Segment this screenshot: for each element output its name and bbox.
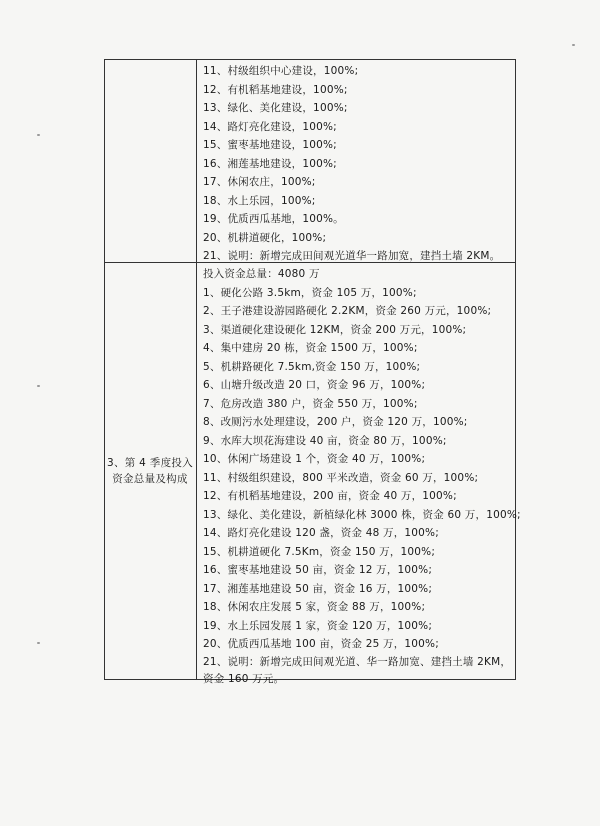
list-item: 11、村级组织中心建设，100%; (203, 65, 359, 77)
list-item: 14、路灯亮化建设，100%; (203, 120, 337, 133)
scan-speck (37, 385, 40, 387)
list-item: 8、改厕污水处理建设，200 户，资金 120 万，100%; (203, 416, 468, 428)
list-item: 16、湘莲基地建设，100%; (203, 157, 337, 170)
list-item: 19、优质西瓜基地，100%。 (203, 213, 344, 225)
list-item: 10、休闲广场建设 1 个，资金 40 万，100%; (203, 453, 426, 465)
list-item: 12、有机稻基地建设，200 亩，资金 40 万，100%; (203, 490, 457, 502)
list-item: 17、湘莲基地建设 50 亩，资金 16 万，100%; (203, 582, 433, 595)
list-item: 12、有机稻基地建设，100%; (203, 83, 348, 96)
scan-speck (37, 134, 40, 136)
list-item: 18、水上乐园，100%; (203, 194, 316, 207)
scan-speck (572, 44, 575, 46)
list-item: 13、绿化、美化建设，100%; (203, 102, 348, 114)
list-item: 投入资金总量：4080 万 (203, 268, 320, 280)
row2-label: 3、第 4 季度投入资金总量及构成 (106, 457, 194, 485)
list-item: 15、蜜枣基地建设，100%; (203, 139, 337, 151)
list-item: 15、机耕道硬化 7.5Km，资金 150 万，100%; (203, 545, 436, 558)
list-item: 14、路灯亮化建设 120 盏，资金 48 万，100%; (203, 527, 439, 539)
list-item: 5、机耕路硬化 7.5km,资金 150 万，100%; (203, 360, 421, 373)
list-item: 6、山塘升级改造 20 口，资金 96 万，100%; (203, 379, 426, 391)
list-item: 7、危房改造 380 户，资金 550 万，100%; (203, 397, 418, 410)
list-item: 11、村级组织建设，800 平米改造，资金 60 万，100%; (203, 471, 479, 484)
list-item: 21、说明：新增完成田间观光道、华一路加宽、建挡土墙 2KM，资金 160 万元。 (203, 655, 512, 685)
list-item: 9、水库大坝花海建设 40 亩，资金 80 万，100%; (203, 434, 447, 447)
row1-item-list (203, 62, 515, 266)
list-item: 13、绿化、美化建设，新植绿化林 3000 株，资金 60 万，100%; (203, 508, 521, 521)
list-item: 2、王子港建设游园路硬化 2.2KM，资金 260 万元，100%; (203, 305, 492, 317)
row2-item-list (203, 265, 521, 688)
list-item: 4、集中建房 20 栋，资金 1500 万，100%; (203, 342, 418, 354)
list-item: 17、休闲农庄，100%; (203, 176, 316, 188)
list-item: 3、渠道硬化建设硬化 12KM，资金 200 万元，100%; (203, 323, 467, 336)
list-item: 16、蜜枣基地建设 50 亩，资金 12 万，100%; (203, 564, 433, 576)
list-item: 20、优质西瓜基地 100 亩，资金 25 万，100%; (203, 638, 439, 650)
scan-speck (37, 642, 40, 644)
list-item: 1、硬化公路 3.5km，资金 105 万，100%; (203, 286, 417, 299)
list-item: 18、休闲农庄发展 5 家，资金 88 万，100%; (203, 601, 426, 613)
list-item: 21、说明：新增完成田间观光道华一路加宽，建挡土墙 2KM。 (203, 250, 501, 262)
list-item: 19、水上乐园发展 1 家，资金 120 万，100%; (203, 619, 433, 632)
list-item: 20、机耕道硬化，100%; (203, 231, 327, 244)
table-column-divider (196, 59, 197, 680)
